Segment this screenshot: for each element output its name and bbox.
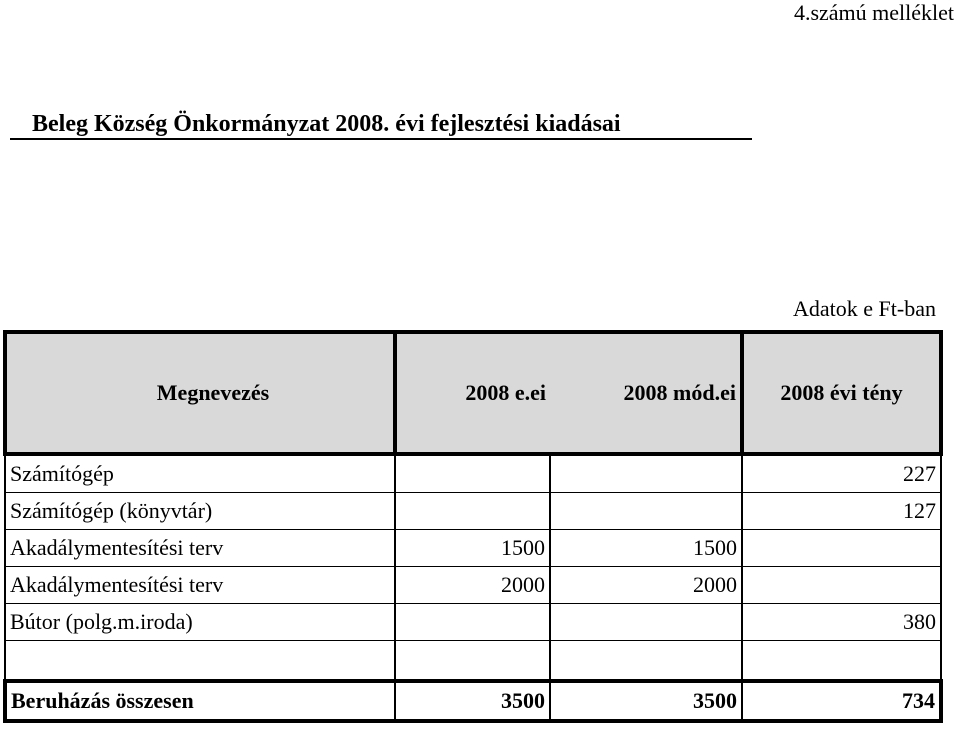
column-header-modified: 2008 mód.ei: [550, 332, 742, 454]
row-name: Bútor (polg.m.iroda): [5, 604, 395, 641]
total-name: Beruházás összesen: [5, 681, 395, 721]
column-header-actual: 2008 évi tény: [742, 332, 941, 454]
table-row: [5, 567, 941, 604]
table-header-row: [5, 332, 941, 454]
total-actual: 734: [742, 681, 941, 721]
row-modified: 2000: [550, 567, 742, 604]
table-row: [5, 604, 941, 641]
row-planned: 2000: [395, 567, 550, 604]
row-actual: [742, 567, 941, 604]
row-planned: [395, 454, 550, 493]
column-header-name: Megnevezés: [5, 332, 395, 454]
table-row: [5, 454, 941, 493]
row-actual: 380: [742, 604, 941, 641]
row-name: Akadálymentesítési terv: [5, 530, 395, 567]
row-name: Akadálymentesítési terv: [5, 567, 395, 604]
expenditure-table: [3, 330, 943, 723]
column-header-planned: 2008 e.ei: [395, 332, 550, 454]
total-planned: 3500: [395, 681, 550, 721]
row-planned: [395, 493, 550, 530]
table-row: [5, 530, 941, 567]
row-modified: 1500: [550, 530, 742, 567]
row-actual: 127: [742, 493, 941, 530]
total-row: [5, 681, 941, 721]
row-planned: 1500: [395, 530, 550, 567]
empty-row: [5, 641, 941, 682]
row-actual: [742, 530, 941, 567]
row-name: Számítógép (könyvtár): [5, 493, 395, 530]
unit-note: Adatok e Ft-ban: [793, 296, 936, 321]
document-title: Beleg Község Önkormányzat 2008. évi fejlesztési kiadásai: [10, 110, 752, 140]
row-modified: [550, 454, 742, 493]
annex-label: 4.számú melléklet: [793, 0, 954, 25]
row-name: Számítógép: [5, 454, 395, 493]
row-modified: [550, 493, 742, 530]
row-modified: [550, 604, 742, 641]
total-modified: 3500: [550, 681, 742, 721]
row-actual: 227: [742, 454, 941, 493]
row-planned: [395, 604, 550, 641]
table-row: [5, 493, 941, 530]
